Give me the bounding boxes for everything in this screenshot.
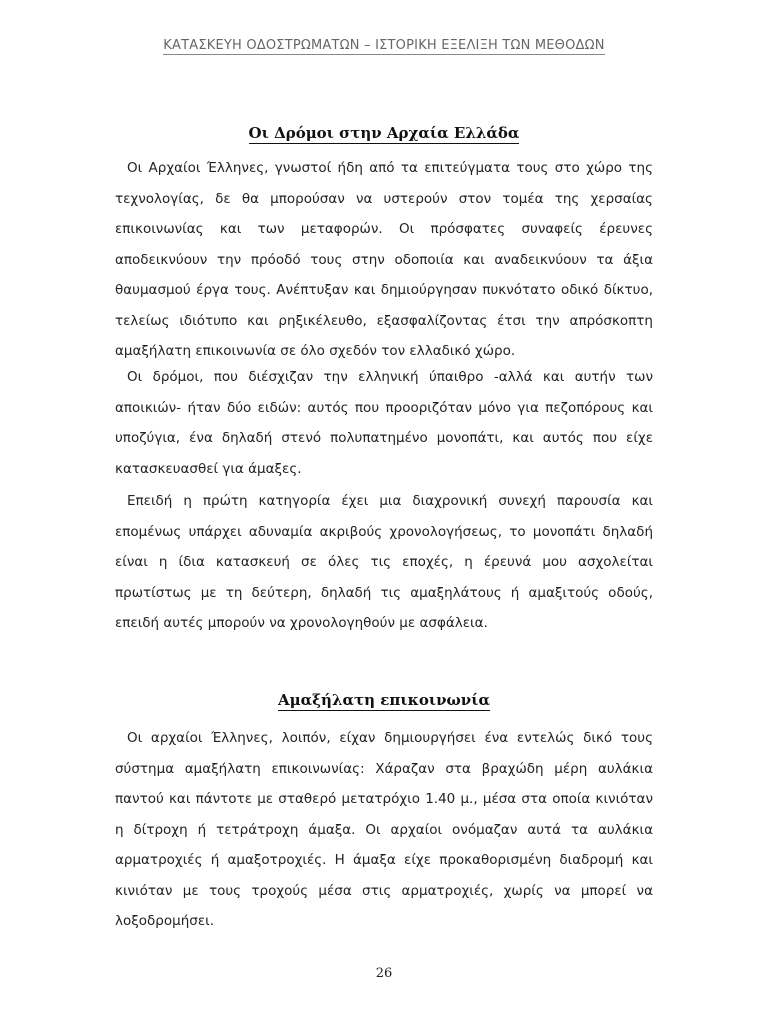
section-heading-carriage [0, 691, 768, 709]
paragraph: Οι αρχαίοι Έλληνες, λοιπόν, είχαν δημιουργήσει ένα εντελώς δικό τους σύστημα αμαξήλατη επικοινωνίας: Χάραζαν στα βραχώδη μέρη αυλάκια παντού και πάντοτε με σταθερό μετατρόχιο 1.40 μ., μέσα στα οποία κινιόταν η δίτροχη ή τετράτροχη άμαξα. Οι αρχαίοι ονόμαζαν αυτά τα αυλάκια αρματροχιές ή αμαξοτροχιές. Η άμαξα είχε προκαθορισμένη διαδρομή και κινιόταν με τους τροχούς μέσα στις αρματροχιές, χωρίς να μπορεί να λοξοδρομήσει. [115, 730, 653, 929]
page-number: 26 [375, 966, 393, 981]
section-heading-text: Οι Δρόμοι στην Αρχαία Ελλάδα [248, 124, 520, 142]
section-heading-roads [0, 124, 768, 142]
paragraph: Οι Αρχαίοι Έλληνες, γνωστοί ήδη από τα επιτεύγματα τους στο χώρο της τεχνολογίας, δε θα μπορούσαν να υστερούν στον τομέα της χερσαίας επικοινωνίας και των μεταφορών. Οι πρόσφατες συναφείς έρευνες αποδεικνύουν την πρόοδό τους στην οδοποιία και αναδεικνύουν τα άξια θαυμασμού έργα τους. Ανέπτυξαν και δημιούργησαν πυκνότατο οδικό δίκτυο, τελείως ιδιότυπο και ρηξικέλευθο, εξασφαλίζοντας έτσι την απρόσκοπτη αμαξήλατη επικοινωνία σε όλο σχεδόν τον ελλαδικό χώρο. [115, 160, 653, 359]
running-header-text: ΚΑΤΑΣΚΕΥΗ ΟΔΟΣΤΡΩΜΑΤΩΝ – ΙΣΤΟΡΙΚΗ ΕΞΕΛΙΞΗ ΤΩΝ ΜΕΘΟΔΩΝ [163, 38, 605, 53]
paragraph: Επειδή η πρώτη κατηγορία έχει μια διαχρονική συνεχή παρουσία και επομένως υπάρχει αδυναμία ακριβούς χρονολογήσεως, το μονοπάτι δηλαδή είναι η ίδια κατασκευή σε όλες τις εποχές, η έρευνά μου ασχολείται πρωτίστως με τη δεύτερη, δηλαδή τις αμαξηλάτους ή αμαξιτούς οδούς, επειδή αυτές μπορούν να χρονολογηθούν με ασφάλεια. [115, 493, 653, 631]
running-header [0, 38, 768, 53]
paragraph: Οι δρόμοι, που διέσχιζαν την ελληνική ύπαιθρο -αλλά και αυτήν των αποικιών- ήταν δύο ειδών: αυτός που προοριζόταν μόνο για πεζοπόρους και υποζύγια, ένα δηλαδή στενό πολυπατημένο μονοπάτι, και αυτός που είχε κατασκευασθεί για άμαξες. [115, 369, 653, 477]
section-heading-text: Αμαξήλατη επικοινωνία [278, 691, 490, 709]
